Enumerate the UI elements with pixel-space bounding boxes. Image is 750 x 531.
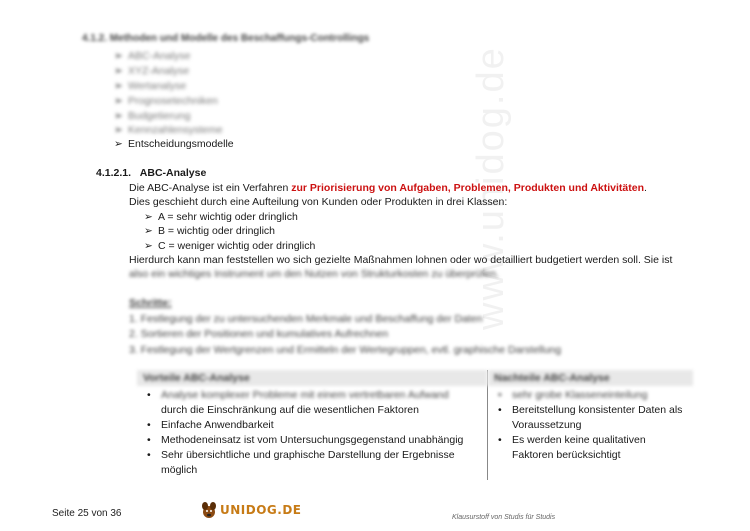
table-header-row bbox=[137, 370, 693, 386]
watermark: www.unidog.de bbox=[470, 46, 512, 330]
list-item: • Bereitstellung konsistenter Daten als Voraussetzung bbox=[494, 403, 687, 433]
arrow-bullet-icon: ➢ bbox=[114, 50, 123, 62]
method-item: ➢ Kennzahlensysteme bbox=[114, 124, 223, 136]
class-item: ➢ A = sehr wichtig oder dringlich bbox=[144, 211, 298, 223]
paragraph-line: Dies geschieht durch eine Aufteilung von Kunden oder Produkten in drei Klassen: bbox=[129, 196, 508, 208]
method-item: ➢ Wertanalyse bbox=[114, 80, 187, 92]
paragraph-line: Die ABC-Analyse ist ein Verfahren zur Priorisierung von Aufgaben, Problemen, Produkten und Aktivitäten. bbox=[129, 182, 647, 194]
dog-icon bbox=[200, 500, 218, 520]
disadvantages-cell bbox=[488, 386, 694, 480]
arrow-bullet-icon: ➢ bbox=[114, 95, 123, 107]
header-advantages: Vorteile ABC-Analyse bbox=[137, 370, 488, 386]
arrow-bullet-icon: ➢ bbox=[114, 124, 123, 136]
method-item: ➢ ABC-Analyse bbox=[114, 50, 191, 62]
paragraph-line: also ein wichtiges Instrument um den Nutzen von Strukturkosten zu überprüfen. bbox=[129, 268, 500, 280]
arrow-bullet-icon: ➢ bbox=[114, 110, 123, 122]
list-item: • Methodeneinsatz ist vom Untersuchungsgegenstand unabhängig bbox=[143, 433, 481, 448]
highlight-text: zur Priorisierung von Aufgaben, Problemen, Produkten und Aktivitäten bbox=[291, 182, 645, 194]
list-item: • Analyse komplexer Probleme mit einem vertretbaren Aufwand durch die Einschränkung auf die wesentlichen Faktoren bbox=[143, 388, 481, 418]
subsection-title: ABC-Analyse bbox=[139, 167, 207, 179]
arrow-bullet-icon: ➢ bbox=[144, 211, 153, 223]
header-disadvantages: Nachteile ABC-Analyse bbox=[488, 370, 694, 386]
page-number: Seite 25 von 36 bbox=[52, 508, 122, 519]
class-item: ➢ B = wichtig oder dringlich bbox=[144, 225, 276, 237]
arrow-bullet-icon: ➢ bbox=[114, 80, 123, 92]
method-item: ➢ Budgetierung bbox=[114, 110, 191, 122]
list-item: • Sehr übersichtliche und graphische Darstellung der Ergebnisse möglich bbox=[143, 448, 466, 478]
method-item: ➢ Prognosetechniken bbox=[114, 95, 218, 107]
method-item: ➢ XYZ-Analyse bbox=[114, 65, 190, 77]
subsection-heading bbox=[96, 167, 206, 179]
arrow-bullet-icon: ➢ bbox=[144, 240, 153, 252]
arrow-bullet-icon: ➢ bbox=[144, 225, 153, 237]
logo bbox=[200, 500, 301, 520]
list-item: • Es werden keine qualitativen Faktoren berücksichtigt bbox=[494, 433, 687, 463]
step-item: 1. Festlegung der zu untersuchenden Merkmale und Beschaffung der Daten bbox=[129, 313, 483, 325]
footer-tagline: Klausurstoff von Studis für Studis bbox=[452, 514, 556, 521]
subsection-number: 4.1.2.1. bbox=[96, 167, 132, 179]
arrow-bullet-icon: ➢ bbox=[114, 65, 123, 77]
logo-text: UNIDOG.DE bbox=[220, 503, 302, 517]
table-row bbox=[137, 386, 693, 480]
arrow-bullet-icon: ➢ bbox=[114, 138, 123, 150]
list-item: • sehr grobe Klasseneinteilung bbox=[494, 388, 687, 403]
advantages-cell bbox=[137, 386, 488, 480]
method-item: ➢ Entscheidungsmodelle bbox=[114, 138, 234, 150]
paragraph-line: Hierdurch kann man feststellen wo sich gezielte Maßnahmen lohnen oder wo detailliert budgetiert werden soll. Sie ist bbox=[129, 254, 673, 266]
comparison-table bbox=[137, 370, 693, 480]
section-title: 4.1.2. Methoden und Modelle des Beschaffungs-Controllings bbox=[82, 33, 370, 44]
class-item: ➢ C = weniger wichtig oder dringlich bbox=[144, 240, 316, 252]
list-item: • Einfache Anwendbarkeit bbox=[143, 418, 481, 433]
step-item: 3. Festlegung der Wertgrenzen und Ermitteln der Wertegruppen, evtl. graphische Darstellung bbox=[129, 344, 562, 356]
steps-heading: Schritte: bbox=[129, 297, 172, 309]
step-item: 2. Sortieren der Positionen und kumulatives Aufrechnen bbox=[129, 328, 389, 340]
